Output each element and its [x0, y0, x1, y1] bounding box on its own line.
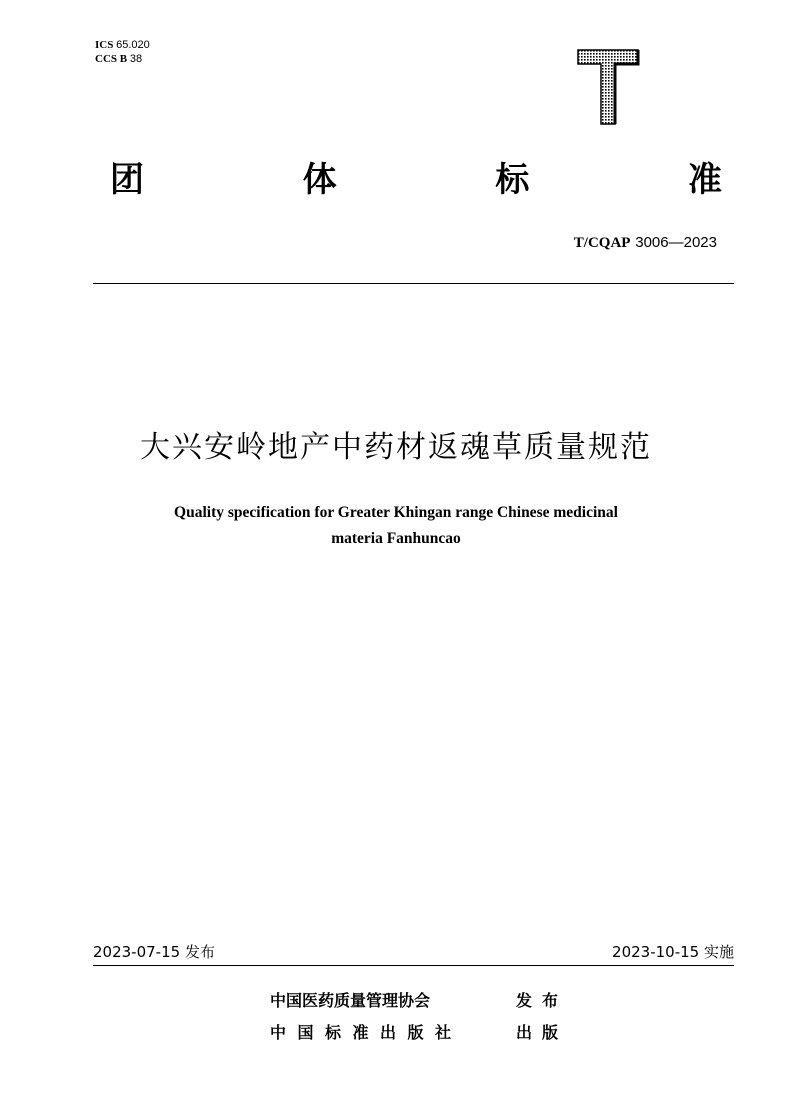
ics-label: ICS — [95, 39, 114, 51]
english-title-line-2: materia Fanhuncao — [331, 530, 461, 547]
ccs-code — [95, 52, 150, 66]
publisher-org-1: 中国医药质量管理协会 — [270, 991, 431, 1010]
standard-type-char-1: 团 — [110, 160, 144, 200]
ics-code — [95, 38, 150, 52]
ics-value: 65.020 — [116, 39, 150, 51]
publisher-role-2: 出版 — [516, 1023, 569, 1042]
classification-codes — [95, 38, 150, 66]
ccs-value: 38 — [129, 53, 143, 65]
standard-type-char-3: 标 — [495, 160, 530, 200]
standard-number-prefix: T/CQAP — [573, 235, 631, 251]
implement-date: 2023-10-15 实施 — [612, 943, 734, 961]
publisher-row-1 — [270, 990, 570, 1012]
standard-number — [574, 232, 717, 253]
standard-type — [110, 160, 722, 200]
standard-number-value: 3006—2023 — [635, 234, 717, 251]
standard-type-char-2: 体 — [302, 160, 337, 200]
t-logo-icon — [572, 44, 644, 128]
document-title-chinese: 大兴安岭地产中药材返魂草质量规范 — [140, 430, 652, 465]
ccs-label: CCS — [95, 53, 118, 65]
document-title-english — [120, 500, 672, 552]
english-title-line-1: Quality specification for Greater Khingan range Chinese medicinal — [174, 504, 618, 521]
ccs-class: B — [119, 53, 128, 65]
publisher-role-1: 发布 — [516, 991, 569, 1010]
bottom-divider — [93, 965, 734, 966]
standard-type-char-4: 准 — [687, 160, 722, 200]
top-divider — [93, 283, 734, 284]
publisher-org-2: 中国标准出版社 — [270, 1023, 463, 1042]
publisher-row-2 — [270, 1022, 570, 1044]
publish-date: 2023-07-15 发布 — [93, 943, 215, 961]
